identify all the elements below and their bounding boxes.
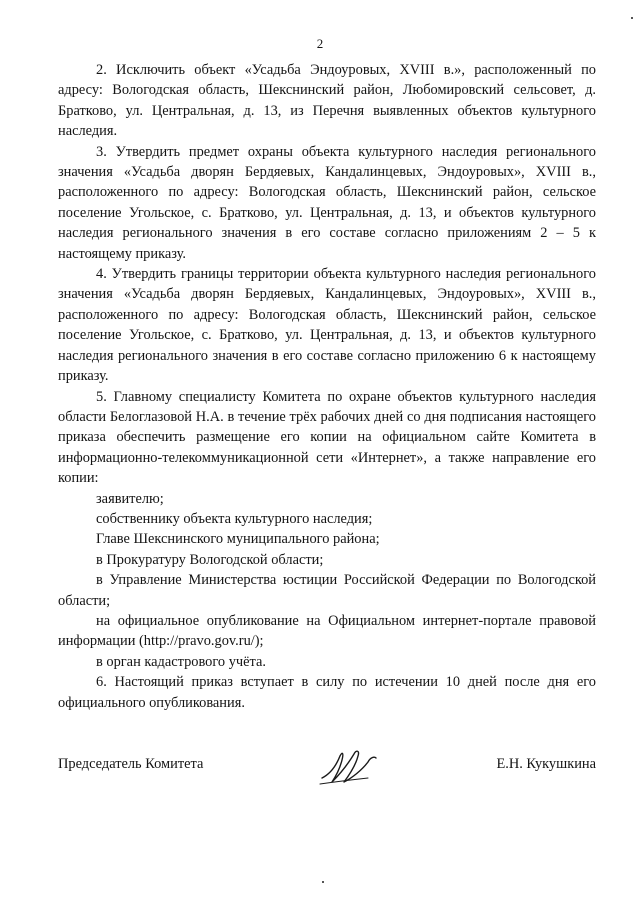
paragraph-4: 4. Утвердить границы территории объекта культурного наследия регионального значения «Усадьба дворян Бердяевых, Кандалинцевых, Эндоуровых», XVIII в., расположенного по адресу: Вологодская область, Шекснинский район, сельское поселение Угольское, с. Братково, ул. Центральная, д. 13, и объектов культурного наследия регионального значения в его составе согласно приложению 6 к настоящему приказу. (58, 266, 596, 385)
recipient-item: в Управление Министерства юстиции Российской Федерации по Вологодской области; (58, 572, 596, 609)
recipient-item: в орган кадастрового учёта. (96, 653, 266, 670)
recipient-item: собственнику объекта культурного наследия; (96, 510, 373, 527)
paragraph-6: 6. Настоящий приказ вступает в силу по истечении 10 дней после дня его официального опубликования. (58, 674, 596, 711)
recipient-item: заявителю; (96, 490, 164, 507)
signatory-name: Е.Н. Кукушкина (496, 756, 596, 772)
recipient-item: Главе Шекснинского муниципального района; (96, 531, 380, 548)
paragraph-3: 3. Утвердить предмет охраны объекта культурного наследия регионального значения «Усадьба дворян Бердяевых, Кандалинцевых, Эндоуровых», XVIII в., расположенного по адресу: Вологодская область, Шекснинский район, сельское поселение Угольское, с. Братково, ул. Центральная, д. 13, и объектов культурного наследия регионального значения в его составе согласно приложениям 2 – 5 к настоящему приказу. (58, 143, 596, 262)
scan-speck (631, 17, 633, 19)
document-body (58, 60, 596, 713)
recipient-item: в Прокуратуру Вологодской области; (96, 551, 324, 568)
page-number: 2 (316, 36, 324, 51)
signature-block (58, 756, 596, 796)
paragraph-5: 5. Главному специалисту Комитета по охране объектов культурного наследия области Белоглазовой Н.А. в течение трёх рабочих дней со дня подписания настоящего приказа обеспечить размещение его копии на официальном сайте Комитета в информационно-телекоммуникационной сети «Интернет», а также направление его копии: (58, 388, 596, 487)
paragraph-2: 2. Исключить объект «Усадьба Эндоуровых, XVIII в.», расположенный по адресу: Вологодская область, Шекснинский район, Любомировский сельсовет, д. Братково, ул. Центральная, д. 13, из Перечня выявленных объектов культурного наследия. (58, 62, 596, 140)
signatory-title: Председатель Комитета (58, 756, 204, 772)
handwritten-signature (316, 744, 386, 788)
recipient-item: на официальное опубликование на Официальном интернет-портале правовой информации (http://pravo.gov.ru/); (58, 612, 596, 650)
scan-speck (322, 881, 324, 883)
